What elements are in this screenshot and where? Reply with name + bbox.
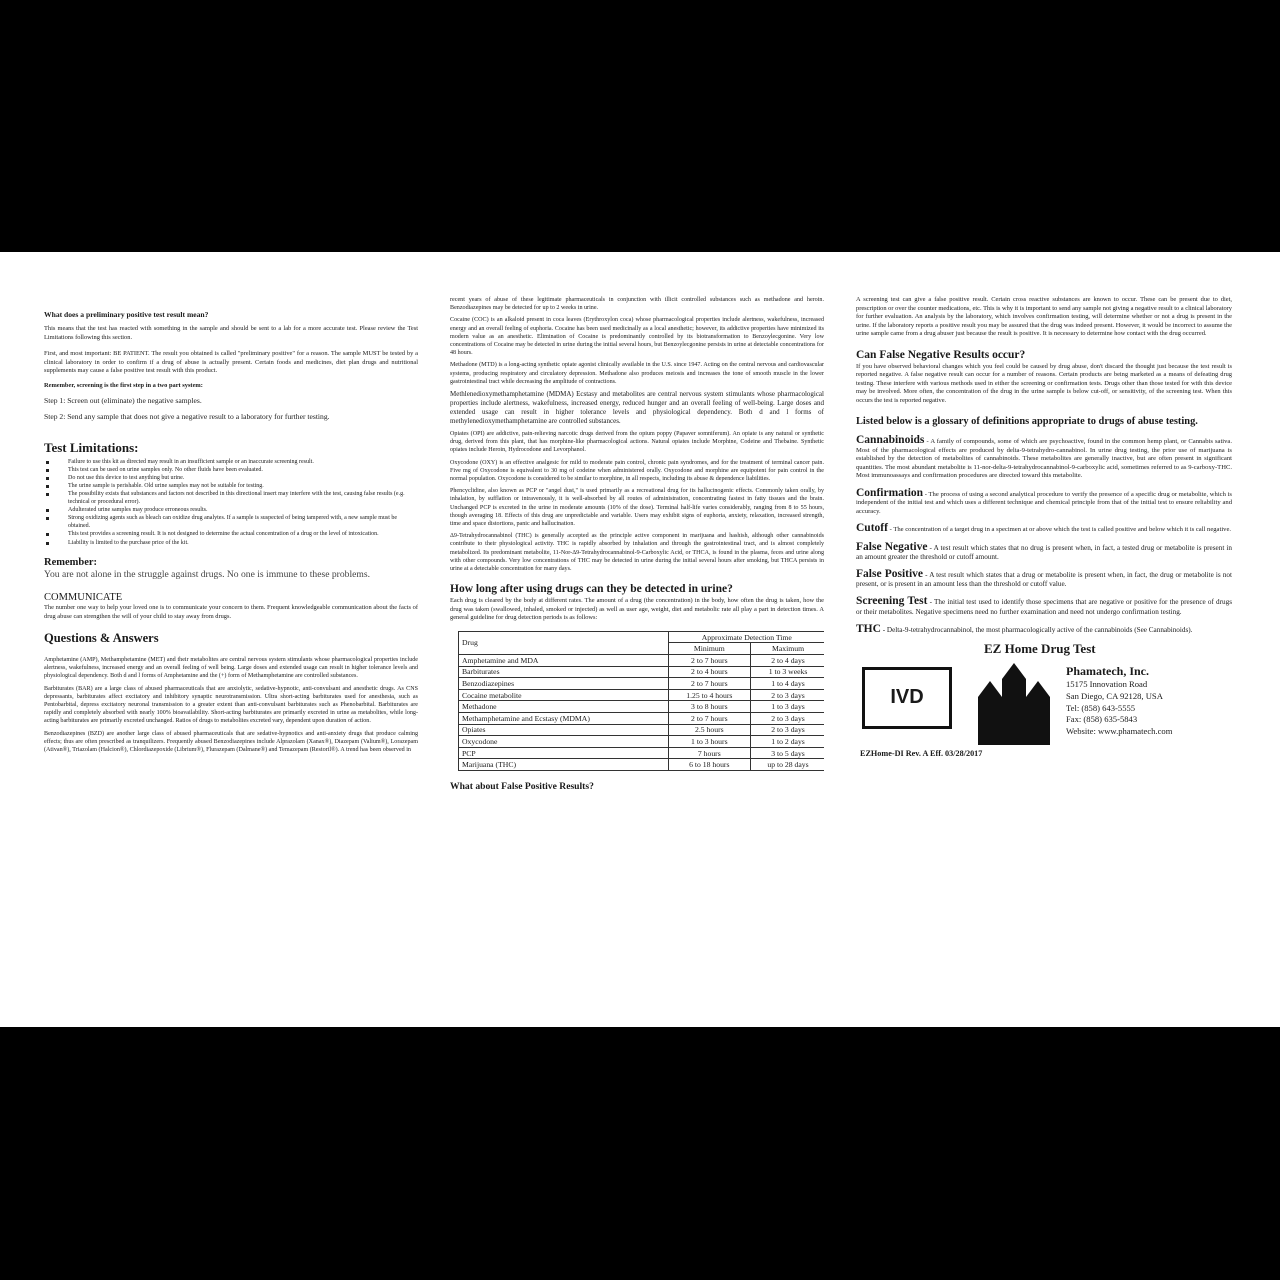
limitations-list <box>44 458 418 547</box>
cell-max: 2 to 3 days <box>751 724 824 736</box>
brand-title: EZ Home Drug Test <box>984 640 1096 656</box>
revision-label: EZHome-DI Rev. A Eff. 03/28/2017 <box>860 748 983 758</box>
cell-drug: Marijuana (THC) <box>459 759 669 771</box>
column-left <box>44 310 418 754</box>
cell-drug: Oxycodone <box>459 736 669 748</box>
cell-max: 1 to 3 weeks <box>751 666 824 678</box>
list-item: This test provides a screening result. It is not designed to determine the actual concentration of a drug or the level of intoxication. <box>44 530 418 538</box>
def-text: - A family of compounds, some of which are psychoactive, found in the common hemp plant, or Cannabis sativa. Most of the pharmacological effects are produced by delta-9-tetrahydro-cannabinol. In urine drug testing, the prior use of marijuana is established by the detection of metabolites of cannabinoids. These metabolites are generally inactive, but are often present in significant quantities. The most abundant metabolite is 11-nor-delta-9-tetrahydrocannabinol-9-carboxylic acid, sometimes referred to as 9-carboxy-THC. Most immunoassays and confirmation procedures are directed toward this metabolite. <box>856 438 1232 479</box>
fax: Fax: (858) 635-5843 <box>1066 714 1138 725</box>
table-row <box>459 701 825 713</box>
top-black-bar <box>0 0 1280 252</box>
cocaine-paragraph: Cocaine (COC) is an alkaloid present in coca leaves (Erythroxylon coca) whose pharmacological properties include alertness, wakefulness, increased energy and an overall feeling of euphoria. Cocaine has been used medicinally as a local anesthetic; however, its addictive properties have minimized its modern value as an anesthetic. Elimination of Cocaine is predominantly controlled by its biotransformation to Benzoylecgonine. Very low concentrations of Cocaine may be detected in urine during the initial several hours, but Benzoylecgonine persists in urine at detectable concentrations for 48 hours. <box>450 317 824 357</box>
list-item: Failure to use this kit as directed may result in an insufficient sample or an inaccurate screening result. <box>44 458 418 466</box>
def-term: Cannabinoids <box>856 434 925 446</box>
opiates-paragraph: Opiates (OPI) are addictive, pain-relieving narcotic drugs derived from the opium poppy (Papaver somniferum). An opiate is any natural or synthetic drug, derived from this plant, that has morphine-like pharmacological actions. Natural opiates include Morphine, Codeine and Thebaine. Synthetic opiates include Heroin, Hydrocodone and Levorphanol. <box>450 431 824 454</box>
cell-drug: Amphetamine and MDA <box>459 654 669 666</box>
list-item: The urine sample is perishable. Old urine samples may not be suitable for testing. <box>44 482 418 490</box>
cell-min: 3 to 8 hours <box>668 701 751 713</box>
mdma-paragraph: Methlenedioxymethamphetamine (MDMA) Ecstasy and metabolites are central nervous system stimulants whose pharmacological properties include alertness, wakefulness, increased energy, reduced hunger and an overall feeling of well-being. Large doses and extended usage can result in higher tolerance levels and physiological dependency. Both d and l forms of methylenedioxymethamphetamine are controlled substances. <box>450 390 824 426</box>
glossary-heading: Listed below is a glossary of definitions appropriate to drugs of abuse testing. <box>856 416 1198 427</box>
column-middle <box>450 296 824 798</box>
false-negative-text: If you have observed behavioral changes which you feel could be caused by drug abuse, don't discard the thought just because the test result is reported negative. A false negative result can occur for a number of reasons. Certain products are being marketed as a means of defeating drug testing. These interfere with various methods used in either the screening or confirmation tests. Drugs other than those tested for with this device may be involved. More often, the concentration of the drug in the urine sample is below cut-off, or sensitivity, of the screening test. When this occurs the test is reported negative. <box>856 362 1232 404</box>
cell-min: 2 to 7 hours <box>668 654 751 666</box>
methadone-paragraph: Methadone (MTD) is a long-acting synthetic opiate agonist clinically available in the U.S. since 1947. Acting on the central nervous and cardiovascular systems, producing respiratory and circulatory depression. Methadone also produces meiosis and increases the tone of smooth muscle in the lower gastrointestinal tract while decreasing the amplitude of contractions. <box>450 362 824 385</box>
thc-paragraph: Δ9-Tetrahydrocannabinol (THC) is generally accepted as the principle active component in marijuana and hashish, although other cannabinoids contribute to their physiological activity. THC is rapidly absorbed by inhalation and through the gastrointestinal tract, and is almost completely metabolized. Its predominant metabolite, 11-Nor-Δ9-Tetrahydrocannabinol-9-Carboxylic Acid, or THCA, is found in the plasma, feces and urine along with other compounds. Very low concentrations of THC may be detected in urine during the initial several hours after smoking, but THCA persists in urine at a detectable concentration for many days. <box>450 533 824 573</box>
def-screening-test <box>856 597 1232 616</box>
cell-drug: PCP <box>459 747 669 759</box>
website: Website: www.phamatech.com <box>1066 726 1173 737</box>
document-page <box>0 252 1280 1027</box>
table-row <box>459 689 825 701</box>
def-cannabinoids <box>856 436 1232 481</box>
table-header-drug: Drug <box>459 631 669 654</box>
def-false-positive <box>856 567 1232 589</box>
def-cutoff <box>856 524 1232 535</box>
def-thc <box>856 622 1232 635</box>
communicate-text: The number one way to help your loved one is to communicate your concern to them. Frequent knowledgeable communication about the facts of drug abuse can strengthen the will of your child to stay away from drugs. <box>44 604 418 620</box>
cell-min: 1.25 to 4 hours <box>668 689 751 701</box>
column-right <box>856 296 1232 761</box>
table-row <box>459 736 825 748</box>
cell-max: 1 to 2 days <box>751 736 824 748</box>
def-text: - The process of using a second analytical procedure to verify the presence of a specific drug or metabolite, which is independent of the initial test and which uses a different technique and chemical principle from that of the initial test to ensure reliability and accuracy. <box>856 490 1232 515</box>
def-term: Confirmation <box>856 486 924 499</box>
cell-max: 1 to 3 days <box>751 701 824 713</box>
question-preliminary-positive: What does a preliminary positive test result mean? <box>44 310 209 319</box>
remember-heading: Remember: <box>44 556 98 568</box>
remember-text: You are not alone in the struggle against drugs. No one is immune to these problems. <box>44 568 370 580</box>
cell-max: 2 to 3 days <box>751 712 824 724</box>
table-row <box>459 724 825 736</box>
manufacturer-block <box>856 641 1232 761</box>
cell-max: up to 28 days <box>751 759 824 771</box>
barbiturates-paragraph: Barbiturates (BAR) are a large class of abused pharmaceuticals that are anxiolytic, sedative-hypnotic, anti-convulsant and anesthetic drugs. As CNS depressants, barbiturates affect excitatory and inhibitory synaptic neurotransmission. Ultra short-acting barbiturates used for anesthesia, such as Pentobarbital, depress excitatory neuronal transmission to a greater extent than anti-convulsant barbiturates such as Phenobarbital. Barbiturates are rapidly and completely absorbed with nearly 100% bioavailability. Short-acting barbiturates are primarily excreted in urine as metabolites, while long-acting barbiturates are primarily excreted unchanged. Ratios of drugs to metabolites excreted vary, dependent upon duration of action. <box>44 685 418 725</box>
list-item: Strong oxidizing agents such as bleach can oxidize drug analytes. If a sample is suspected of being tampered with, a new sample must be obtained. <box>44 514 418 530</box>
manufacturer-factory-icon <box>976 657 1060 747</box>
table-header-time: Approximate Detection Time <box>668 631 824 643</box>
ivd-symbol: IVD <box>862 667 952 729</box>
false-negative-heading: Can False Negative Results occur? <box>856 348 1026 361</box>
def-term: THC <box>856 622 881 635</box>
table-row <box>459 678 825 690</box>
def-text: - The initial test used to identify those specimens that are negative or positive for the presence of drugs or their metabolites. Negative specimens need no further examination and need not undergo confirmation testing. <box>856 598 1232 616</box>
cell-drug: Methamphetamine and Ecstasy (MDMA) <box>459 712 669 724</box>
table-row <box>459 759 825 771</box>
cell-max: 1 to 4 days <box>751 678 824 690</box>
pcp-paragraph: Phencyclidine, also known as PCP or "angel dust," is used primarily as a recreational drug for its hallucinogenic effects. Commonly taken orally, by inhalation, by sufflation or intravenously, it is well-absorbed by all routes of administration, concentrating fastest in fatty tissues and the brain. Unchanged PCP is excreted in the urine in moderate amounts (10% of the dose). Terminal half-life varies considerably, ranging from 8 to 55 hours, though averaging 18. Effects of this drug are unpredictable and variable. Users may exhibit signs of euphoria, anxiety, relaxation, increased strength, time and space distortions, panic and hallucination. <box>450 488 824 528</box>
address-line: 15175 Innovation Road <box>1066 678 1148 689</box>
address-line: San Diego, CA 92128, USA <box>1066 690 1163 701</box>
communicate-heading: COMMUNICATE <box>44 592 123 604</box>
list-item: Liability is limited to the purchase price of the kit. <box>44 539 418 547</box>
def-term: Screening Test <box>856 595 928 608</box>
paragraph: This means that the test has reacted with something in the sample and should be sent to a lab for a more accurate test. Please review the Test Limitations following this section. <box>44 325 418 341</box>
def-text: - A test result which states that a drug or metabolite is present when, in fact, the drug or metabolite is not present, or is present in an amount less than the threshold or cutoff value. <box>856 570 1232 589</box>
cell-drug: Barbiturates <box>459 666 669 678</box>
paragraph: First, and most important: BE PATIENT. The result you obtained is called "preliminary positive" for a reason. The sample MUST be tested by a clinical laboratory in order to confirm if a drug of abuse is actually present. Certain foods and medicines, diet plan drugs and nutritional supplements may cause a false positive test result with this product. <box>44 350 418 374</box>
cell-min: 2.5 hours <box>668 724 751 736</box>
table-row <box>459 747 825 759</box>
bottom-black-bar <box>0 1027 1280 1280</box>
def-text: - Delta-9-tetrahydrocannabinol, the most pharmacologically active of the cannabinoids (See Cannabinoids). <box>880 625 1193 634</box>
cell-drug: Cocaine metabolite <box>459 689 669 701</box>
cell-min: 2 to 7 hours <box>668 712 751 724</box>
cell-min: 1 to 3 hours <box>668 736 751 748</box>
cell-drug: Opiates <box>459 724 669 736</box>
test-limitations-heading: Test Limitations: <box>44 439 139 455</box>
def-term: False Positive <box>856 567 924 580</box>
table-header-max: Maximum <box>751 643 824 655</box>
def-text: - A test result which states that no drug is present when, in fact, a tested drug or metabolite is present in an amount greater the threshold or cutoff amount. <box>856 543 1232 561</box>
def-term: Cutoff <box>856 522 888 534</box>
step-1: Step 1: Screen out (eliminate) the negative samples. <box>44 396 202 405</box>
remember-screening: Remember, screening is the first step in a two part system: <box>44 381 203 389</box>
false-positive-text: A screening test can give a false positive result. Certain cross reactive substances are known to occur. These can be present due to diet, prescription or over the counter medications, etc. This is why it is important to send any sample not giving a negative result to a clinical laboratory for further evaluation. An analysis by the laboratory, which involves confirmation testing, will determine whether or not a drug is present in the urine. If the laboratory reports a positive result you may be assured that the drug was indeed present. However, it would be incorrect to assume the urine sample came from a drug abuser just because the result is positive. It is necessary to determine how contact with the drug occurred. <box>856 296 1232 337</box>
phone: Tel: (858) 643-5555 <box>1066 702 1136 713</box>
table-row <box>459 666 825 678</box>
detection-heading: How long after using drugs can they be detected in urine? <box>450 583 733 596</box>
def-text: - The concentration of a target drug in a specimen at or above which the test is called positive and below which it is call negative. <box>887 526 1232 533</box>
cell-max: 2 to 3 days <box>751 689 824 701</box>
cell-min: 7 hours <box>668 747 751 759</box>
cell-min: 6 to 18 hours <box>668 759 751 771</box>
def-term: False Negative <box>856 540 928 553</box>
list-item: Do not use this device to test anything but urine. <box>44 474 418 482</box>
benzo-continued: recent years of abuse of these legitimate pharmaceuticals in conjunction with illicit controlled substances such as methadone and heroin. Benzodiazepines may be detected for up to 2 weeks in urine. <box>450 297 824 312</box>
company-name: Phamatech, Inc. <box>1066 663 1149 678</box>
table-row <box>459 654 825 666</box>
company-info <box>1066 663 1172 738</box>
list-item: Adulterated urine samples may produce erroneous results. <box>44 506 418 514</box>
def-false-negative <box>856 540 1232 562</box>
list-item: This test can be used on urine samples only. No other fluids have been evaluated. <box>44 466 418 474</box>
benzodiazepines-paragraph: Benzodiazepines (BZD) are another large class of abused pharmaceuticals that are sedative-hypnotics and anti-anxiety drugs that produce calming effects; thus are often prescribed as tranquilizers. Frequently abused Benzodiazepines include Alprazolam (Xanax®), Diazepam (Valium®), Lorazepam (Ativan®), Triazolam (Halcion®), Chlordiazepoxide (Librium®), Flurazepam (Dalmane®) and Temazepam (Restoril®). A trend has been observed in <box>44 730 418 754</box>
def-confirmation <box>856 486 1232 517</box>
oxycodone-paragraph: Oxycodone (OXY) is an effective analgesic for mild to moderate pain control, chronic pain syndromes, and for the treatment of terminal cancer pain. Five mg of Oxycodone is equivalent to 30 mg of codeine when administered orally. Oxycodone and morphine are equipotent for pain control in the normal population. Oxycodone is considered to be similar to morphine, in all respects, including its abuse & dependence liabilities. <box>450 459 824 483</box>
amphetamine-paragraph: Amphetamine (AMP), Methamphetamine (MET) and their metabolites are central nervous system stimulants whose pharmacological properties include alertness, wakefulness, increased energy and an overall feeling of well being. Large doses and extended usage can result in higher tolerance levels and physiological dependency. Both d and l forms of Amphetamine and the (+) form of Methamphetamine are controlled substances. <box>44 657 418 680</box>
list-item: The possibility exists that substances and factors not described in this directional insert may interfere with the test, causing false results (e.g. technical or procedural error). <box>44 490 418 506</box>
table-header-min: Minimum <box>668 643 751 655</box>
cell-max: 3 to 5 days <box>751 747 824 759</box>
cell-drug: Methadone <box>459 701 669 713</box>
qa-heading: Questions & Answers <box>44 631 159 646</box>
detection-table <box>458 631 824 771</box>
false-positive-heading: What about False Positive Results? <box>450 780 594 792</box>
detection-text: Each drug is cleared by the body at different rates. The amount of a drug (the concentration) in the body, how often the drug is taken, how the drug was taken (swallowed, inhaled, smoked or injected) as well as user age, weight, diet and metabolic rate all play a part in detection times. A general guideline for drug detection periods is as follows: <box>450 597 824 622</box>
cell-min: 2 to 4 hours <box>668 666 751 678</box>
cell-min: 2 to 7 hours <box>668 678 751 690</box>
cell-drug: Benzodiazepines <box>459 678 669 690</box>
step-2: Step 2: Send any sample that does not give a negative result to a laboratory for further testing. <box>44 411 330 421</box>
cell-max: 2 to 4 days <box>751 654 824 666</box>
table-row <box>459 712 825 724</box>
